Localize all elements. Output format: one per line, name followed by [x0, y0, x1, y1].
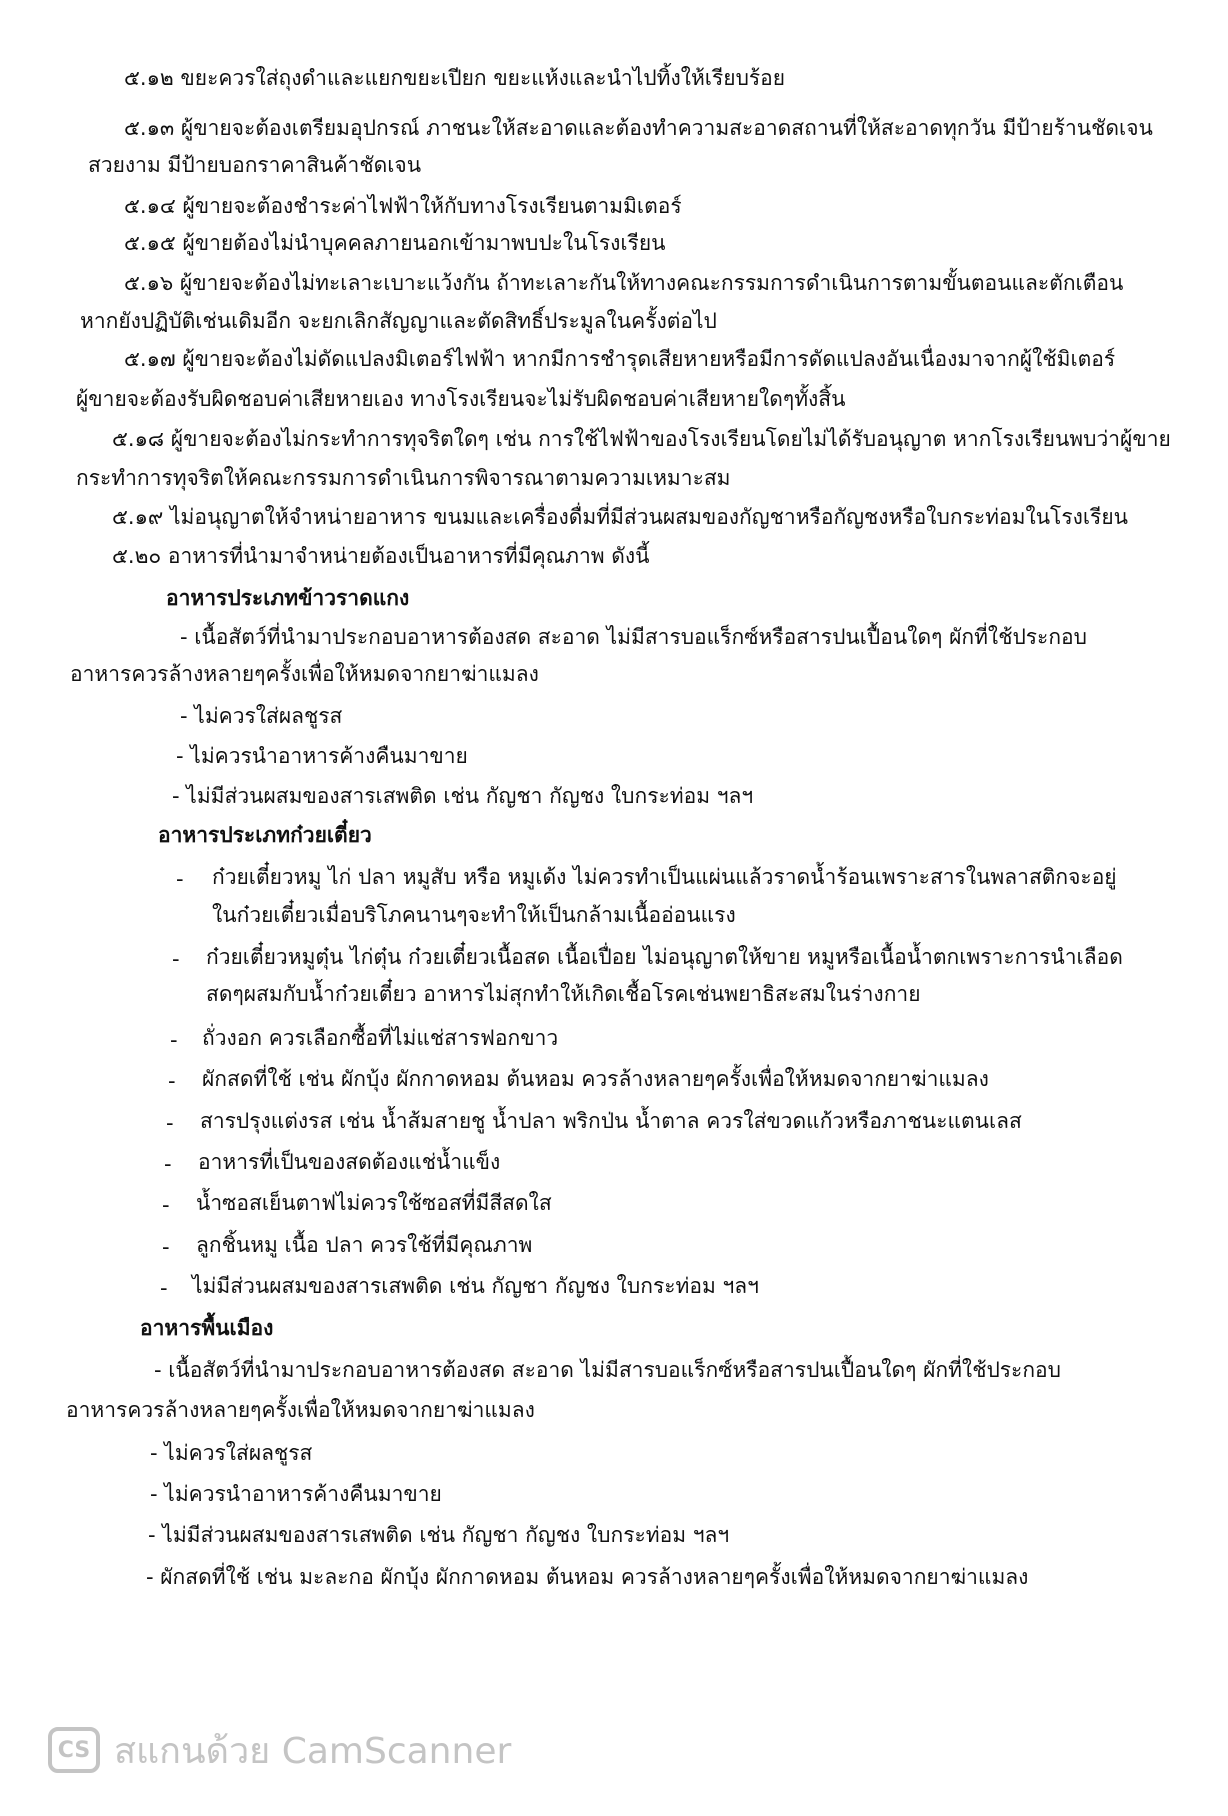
rice-curry-item-1-line-1: - เนื้อสัตว์ที่นำมาประกอบอาหารต้องสด สะอาด ไม่มีสารบอแร็กซ์หรือสารปนเปื้อนใดๆ ผักที่ใช้ประกอบ: [180, 625, 1087, 649]
noodle-bullet-1: -: [176, 867, 184, 891]
item-5-19: ๕.๑๙ ไม่อนุญาตให้จำหน่ายอาหาร ขนมและเครื่องดื่มที่มีส่วนผสมของกัญชาหรือกัญชงหรือใบกระท่อมในโรงเรียน: [112, 505, 1128, 529]
local-item-1-line-1: - เนื้อสัตว์ที่นำมาประกอบอาหารต้องสด สะอาด ไม่มีสารบอแร็กซ์หรือสารปนเปื้อนใดๆ ผักที่ใช้ประกอบ: [154, 1358, 1061, 1382]
section-heading-noodle: อาหารประเภทก๋วยเตี๋ยว: [158, 823, 372, 847]
noodle-bullet-4: -: [168, 1069, 176, 1093]
item-5-18-line-1: ๕.๑๘ ผู้ขายจะต้องไม่กระทำการทุจริตใดๆ เช่น การใช้ไฟฟ้าของโรงเรียนโดยไม่ได้รับอนุญาต หากโรงเรียนพบว่าผู้ขาย: [112, 427, 1171, 451]
item-5-20: ๕.๒๐ อาหารที่นำมาจำหน่ายต้องเป็นอาหารที่มีคุณภาพ ดังนี้: [112, 544, 650, 568]
noodle-item-6: อาหารที่เป็นของสดต้องแช่น้ำแข็ง: [198, 1150, 501, 1174]
item-5-17-line-2: ผู้ขายจะต้องรับผิดชอบค่าเสียหายเอง ทางโรงเรียนจะไม่รับผิดชอบค่าเสียหายใดๆทั้งสิ้น: [76, 387, 846, 411]
local-item-1-line-2: อาหารควรล้างหลายๆครั้งเพื่อให้หมดจากยาฆ่าแมลง: [66, 1398, 535, 1422]
local-item-3: - ไม่ควรนำอาหารค้างคืนมาขาย: [150, 1482, 442, 1506]
noodle-bullet-3: -: [170, 1028, 178, 1052]
item-5-16-line-2: หากยังปฏิบัติเช่นเดิมอีก จะยกเลิกสัญญาและตัดสิทธิ์ประมูลในครั้งต่อไป: [80, 309, 717, 333]
rice-curry-item-3: - ไม่ควรนำอาหารค้างคืนมาขาย: [176, 744, 468, 768]
noodle-bullet-8: -: [162, 1235, 170, 1259]
item-5-13-line-1: ๕.๑๓ ผู้ขายจะต้องเตรียมอุปกรณ์ ภาชนะให้สะอาดและต้องทำความสะอาดสถานที่ให้สะอาดทุกวัน มีป้ายร้านชัดเจน: [124, 116, 1153, 140]
item-5-13-line-2: สวยงาม มีป้ายบอกราคาสินค้าชัดเจน: [88, 153, 422, 177]
noodle-item-3: ถั่วงอก ควรเลือกซื้อที่ไม่แช่สารฟอกขาว: [202, 1026, 559, 1050]
item-5-14: ๕.๑๔ ผู้ขายจะต้องชำระค่าไฟฟ้าให้กับทางโรงเรียนตามมิเตอร์: [124, 194, 682, 218]
noodle-item-7: น้ำซอสเย็นตาฟไม่ควรใช้ซอสที่มีสีสดใส: [196, 1191, 552, 1215]
rice-curry-item-2: - ไม่ควรใส่ผลชูรส: [180, 704, 343, 728]
item-5-15: ๕.๑๕ ผู้ขายต้องไม่นำบุคคลภายนอกเข้ามาพบปะในโรงเรียน: [124, 231, 666, 255]
noodle-item-4: ผักสดที่ใช้ เช่น ผักบุ้ง ผักกาดหอม ต้นหอม ควรล้างหลายๆครั้งเพื่อให้หมดจากยาฆ่าแมลง: [202, 1067, 989, 1091]
rice-curry-item-4: - ไม่มีส่วนผสมของสารเสพติด เช่น กัญชา กัญชง ใบกระท่อม ฯลฯ: [172, 784, 754, 808]
noodle-bullet-7: -: [162, 1193, 170, 1217]
noodle-bullet-5: -: [166, 1111, 174, 1135]
camscanner-logo-icon: CS: [48, 1727, 100, 1773]
camscanner-watermark-text: สแกนด้วย CamScanner: [114, 1730, 512, 1772]
item-5-12: ๕.๑๒ ขยะควรใส่ถุงดำและแยกขยะเปียก ขยะแห้งและนำไปทิ้งให้เรียบร้อย: [124, 66, 786, 90]
local-item-4: - ไม่มีส่วนผสมของสารเสพติด เช่น กัญชา กัญชง ใบกระท่อม ฯลฯ: [148, 1523, 730, 1547]
local-item-2: - ไม่ควรใส่ผลชูรส: [150, 1441, 313, 1465]
item-5-18-line-2: กระทำการทุจริตให้คณะกรรมการดำเนินการพิจารณาตามความเหมาะสม: [76, 466, 731, 490]
noodle-item-9: ไม่มีส่วนผสมของสารเสพติด เช่น กัญชา กัญชง ใบกระท่อม ฯลฯ: [192, 1274, 759, 1298]
noodle-item-1-line-2: ในก๋วยเตี๋ยวเมื่อบริโภคนานๆจะทำให้เป็นกล้ามเนื้ออ่อนแรง: [212, 903, 736, 927]
noodle-item-5: สารปรุงแต่งรส เช่น น้ำส้มสายชู น้ำปลา พริกป่น น้ำตาล ควรใส่ขวดแก้วหรือภาชนะแตนเลส: [200, 1109, 1022, 1133]
item-5-16-line-1: ๕.๑๖ ผู้ขายจะต้องไม่ทะเลาะเบาะแว้งกัน ถ้าทะเลาะกันให้ทางคณะกรรมการดำเนินการตามขั้นตอนและตักเตือน: [124, 271, 1124, 295]
noodle-item-2-line-2: สดๆผสมกับน้ำก๋วยเตี๋ยว อาหารไม่สุกทำให้เกิดเชื้อโรคเช่นพยาธิสะสมในร่างกาย: [206, 982, 921, 1006]
rice-curry-item-1-line-2: อาหารควรล้างหลายๆครั้งเพื่อให้หมดจากยาฆ่าแมลง: [70, 662, 539, 686]
noodle-item-1-line-1: ก๋วยเตี๋ยวหมู ไก่ ปลา หมูสับ หรือ หมูเด้ง ไม่ควรทำเป็นแผ่นแล้วราดน้ำร้อนเพราะสารในพลาสติกจะอยู่: [212, 865, 1117, 889]
noodle-bullet-9: -: [160, 1276, 168, 1300]
section-heading-rice-curry: อาหารประเภทข้าวราดแกง: [166, 586, 410, 610]
noodle-item-8: ลูกชิ้นหมู เนื้อ ปลา ควรใช้ที่มีคุณภาพ: [196, 1233, 533, 1257]
item-5-17-line-1: ๕.๑๗ ผู้ขายจะต้องไม่ดัดแปลงมิเตอร์ไฟฟ้า หากมีการชำรุดเสียหายหรือมีการดัดแปลงอันเนื่องมาจากผู้ใช้มิเตอร์: [124, 347, 1116, 371]
noodle-bullet-2: -: [172, 947, 180, 971]
noodle-bullet-6: -: [164, 1152, 172, 1176]
section-heading-local-food: อาหารพื้นเมือง: [140, 1316, 274, 1340]
noodle-item-2-line-1: ก๋วยเตี๋ยวหมูตุ๋น ไก่ตุ๋น ก๋วยเตี๋ยวเนื้อสด เนื้อเปื่อย ไม่อนุญาตให้ขาย หมูหรือเนื้อน้ำตกเพราะการนำเลือด: [206, 945, 1123, 969]
camscanner-watermark: [48, 1722, 511, 1778]
local-item-5: - ผักสดที่ใช้ เช่น มะละกอ ผักบุ้ง ผักกาดหอม ต้นหอม ควรล้างหลายๆครั้งเพื่อให้หมดจากยาฆ่าแมลง: [146, 1565, 1029, 1589]
